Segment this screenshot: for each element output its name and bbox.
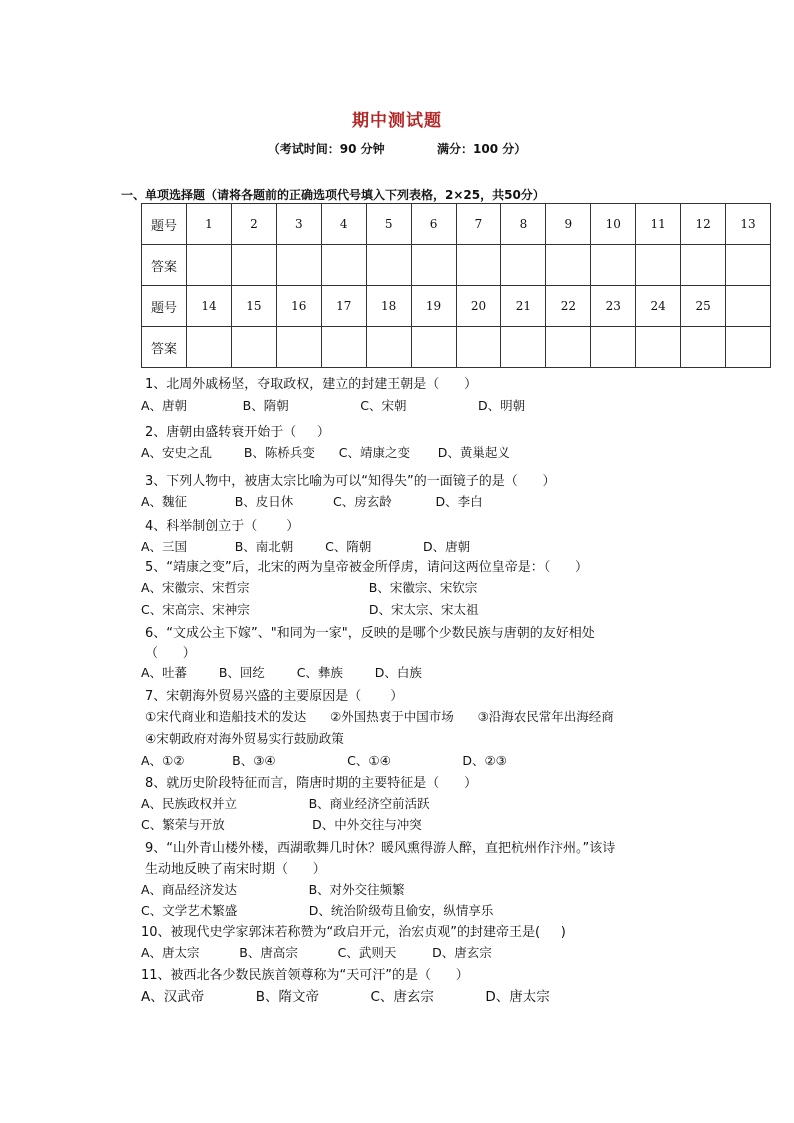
question-number: 10 [591, 204, 636, 245]
answer-cell[interactable] [591, 245, 636, 286]
answer-table [141, 203, 771, 368]
options-3: A、魏征 B、皮日休 C、房玄龄 D、李白 [141, 494, 483, 509]
answer-cell[interactable] [636, 327, 681, 368]
question-number: 12 [681, 204, 726, 245]
question-number: 25 [681, 286, 726, 327]
answer-cell[interactable] [591, 327, 636, 368]
answer-cell[interactable] [366, 245, 411, 286]
options-5-ab: A、宋徽宗、宋哲宗 B、宋徽宗、宋钦宗 [141, 580, 478, 595]
question-number: 17 [321, 286, 366, 327]
answer-cell[interactable] [366, 327, 411, 368]
answer-cell[interactable] [726, 245, 771, 286]
answer-cell[interactable] [681, 245, 726, 286]
question-8: 8、就历史阶段特征而言，隋唐时期的主要特征是（ ） [145, 776, 478, 791]
question-number: 21 [501, 286, 546, 327]
question-number: 3 [276, 204, 321, 245]
answer-cell[interactable] [321, 327, 366, 368]
question-6-blank: （ ） [145, 646, 196, 661]
section-heading: 一、单项选择题（请将各题前的正确选项代号填入下列表格，2×25，共50分） [121, 188, 545, 202]
options-4: A、三国 B、南北朝 C、隋朝 D、唐朝 [141, 539, 471, 554]
question-7: 7、宋朝海外贸易兴盛的主要原因是（ ） [145, 689, 404, 704]
exam-score: 满分：100 分） [437, 142, 527, 156]
question-number: 16 [276, 286, 321, 327]
question-number: 20 [456, 286, 501, 327]
question-11: 11、被西北各少数民族首领尊称为“天可汗”的是（ ） [141, 968, 469, 983]
question-number: 5 [366, 204, 411, 245]
question-number: 24 [636, 286, 681, 327]
answer-cell[interactable] [411, 245, 456, 286]
row-label: 答案 [142, 245, 187, 286]
options-9-cd: C、文学艺术繁盛 D、统治阶级苟且偷安，纵情享乐 [141, 903, 494, 918]
row-label: 题号 [142, 286, 187, 327]
question-number: 23 [591, 286, 636, 327]
options-10: A、唐太宗 B、唐高宗 C、武则天 D、唐玄宗 [141, 945, 492, 960]
options-5-cd: C、宋高宗、宋神宗 D、宋太宗、宋太祖 [141, 602, 479, 617]
answer-cell[interactable] [546, 245, 591, 286]
answer-cell[interactable] [456, 245, 501, 286]
row-label: 题号 [142, 204, 187, 245]
answer-cell[interactable] [726, 327, 771, 368]
answer-cell[interactable] [546, 327, 591, 368]
table-row [142, 327, 771, 368]
question-4: 4、科举制创立于（ ） [145, 519, 300, 534]
question-number: 14 [187, 286, 232, 327]
question-10: 10、被现代史学家郭沫若称赞为“政启开元，治宏贞观”的封建帝王是( ) [141, 925, 566, 940]
question-number [726, 286, 771, 327]
question-number: 4 [321, 204, 366, 245]
answer-cell[interactable] [321, 245, 366, 286]
table-row [142, 286, 771, 327]
question-number: 15 [231, 286, 276, 327]
options-9-ab: A、商品经济发达 B、对外交往频繁 [141, 882, 405, 897]
page-title: 期中测试题 [352, 111, 442, 131]
question-9-cont: 生动地反映了南宋时期（ ） [145, 862, 326, 877]
question-5: 5、“靖康之变”后，北宋的两为皇帝被金所俘虏，请问这两位皇帝是：（ ） [145, 560, 589, 575]
answer-cell[interactable] [231, 327, 276, 368]
exam-info [0, 140, 794, 157]
answer-cell[interactable] [231, 245, 276, 286]
question-1: 1、北周外戚杨坚，夺取政权，建立的封建王朝是（ ） [145, 377, 478, 392]
options-7: A、①② B、③④ C、①④ D、②③ [141, 753, 507, 768]
row-label: 答案 [142, 327, 187, 368]
options-8-cd: C、繁荣与开放 D、中外交往与冲突 [141, 817, 422, 832]
question-number: 8 [501, 204, 546, 245]
table-row [142, 245, 771, 286]
answer-cell[interactable] [276, 327, 321, 368]
question-number: 11 [636, 204, 681, 245]
question-number: 18 [366, 286, 411, 327]
answer-cell[interactable] [411, 327, 456, 368]
question-number: 6 [411, 204, 456, 245]
statement-7-4: ④宋朝政府对海外贸易实行鼓励政策 [145, 731, 344, 746]
answer-cell[interactable] [456, 327, 501, 368]
question-number: 22 [546, 286, 591, 327]
answer-cell[interactable] [501, 245, 546, 286]
question-number: 9 [546, 204, 591, 245]
answer-cell[interactable] [187, 245, 232, 286]
question-6: 6、“文成公主下嫁”、"和同为一家"，反映的是哪个少数民族与唐朝的友好相处 [145, 626, 595, 641]
question-number: 2 [231, 204, 276, 245]
options-2: A、安史之乱 B、陈桥兵变 C、靖康之变 D、黄巢起义 [141, 445, 510, 460]
statements-7: ①宋代商业和造船技术的发达 ②外国热衷于中国市场 ③沿海农民常年出海经商 [145, 709, 614, 724]
question-3: 3、下列人物中，被唐太宗比喻为可以“知得失”的一面镜子的是（ ） [145, 474, 556, 489]
answer-cell[interactable] [681, 327, 726, 368]
answer-cell[interactable] [501, 327, 546, 368]
answer-cell[interactable] [636, 245, 681, 286]
question-2: 2、唐朝由盛转衰开始于（ ） [145, 425, 330, 440]
question-number: 19 [411, 286, 456, 327]
table-row [142, 204, 771, 245]
answer-cell[interactable] [187, 327, 232, 368]
question-9: 9、“山外青山楼外楼，西湖歌舞几时休？暖风熏得游人醉，直把杭州作汴州。”该诗 [145, 841, 616, 856]
options-1: A、唐朝 B、隋朝 C、宋朝 D、明朝 [141, 398, 526, 413]
options-8-ab: A、民族政权并立 B、商业经济空前活跃 [141, 796, 430, 811]
answer-cell[interactable] [276, 245, 321, 286]
question-number: 7 [456, 204, 501, 245]
question-number: 1 [187, 204, 232, 245]
exam-time: （考试时间：90 分钟 [267, 142, 385, 156]
options-11: A、汉武帝 B、隋文帝 C、唐玄宗 D、唐太宗 [141, 989, 550, 1005]
options-6: A、吐蕃 B、回纥 C、彝族 D、白族 [141, 665, 422, 680]
question-number: 13 [726, 204, 771, 245]
